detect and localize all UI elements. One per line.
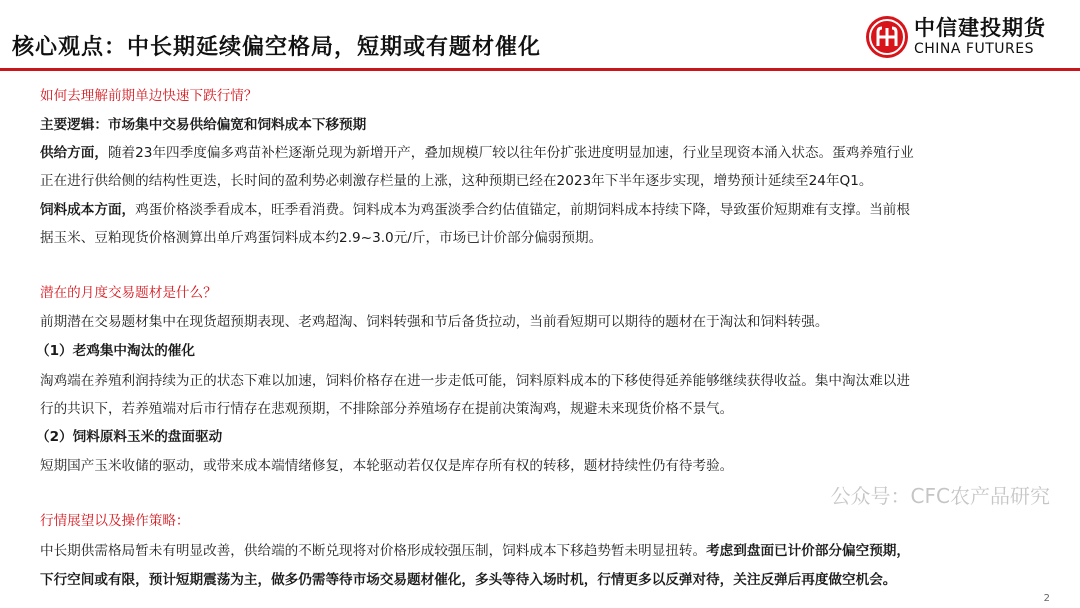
feed-lead: 饲料成本方面， (40, 202, 136, 218)
company-logo (866, 16, 1046, 58)
outlook-text-2: 下行空间或有限，预计短期震荡为主，做多仍需等待市场交易题材催化，多头等待入场时机，行情更多以反弹对待，关注反弹后再度做空机会。 (40, 572, 897, 588)
supply-paragraph (40, 144, 914, 162)
paragraph: 行的共识下，若养殖端对后市行情存在悲观预期，不排除部分养殖场存在提前决策淘鸡，规避未来现货价格不景气。 (40, 401, 734, 417)
header-divider (0, 68, 1080, 71)
outlook-paragraph (40, 542, 910, 560)
themes-intro: 前期潜在交易题材集中在现货超预期表现、老鸡超淘、饲料转强和节后备货拉动，当前看短期可以期待的题材在于淘汰和饲料转强。 (40, 314, 829, 330)
citic-logo-icon (866, 16, 908, 58)
feed-text: 鸡蛋价格淡季看成本，旺季看消费。饲料成本为鸡蛋淡季合约估值锚定，前期饲料成本持续下降，导致蛋价短期难有支撑。当前根 (135, 202, 910, 218)
page-title: 核心观点：中长期延续偏空格局，短期或有题材催化 (12, 35, 542, 60)
page-number: 2 (1043, 593, 1050, 604)
section-heading: 行情展望以及操作策略： (40, 513, 190, 529)
supply-lead: 供给方面， (40, 145, 108, 161)
outlook-text: 中长期供需格局暂未有明显改善，供给端的不断兑现将对价格形成较强压制，饲料成本下移趋势暂未明显扭转。 (40, 543, 707, 559)
paragraph: 短期国产玉米收储的驱动，或带来成本端情绪修复，本轮驱动若仅仅是库存所有权的转移，题材持续性仍有待考验。 (40, 458, 734, 474)
main-logic: 主要逻辑：市场集中交易供给偏宽和饲料成本下移预期 (40, 117, 367, 133)
outlook-emphasis: 考虑到盘面已计价部分偏空预期， (706, 543, 910, 559)
feed-text-2: 据玉米、豆粕现货价格测算出单斤鸡蛋饲料成本约2.9~3.0元/斤，市场已计价部分偏弱预期。 (40, 230, 603, 246)
paragraph: 淘鸡端在养殖利润持续为正的状态下难以加速，饲料价格存在进一步走低可能，饲料原料成本的下移使得延养能够继续获得收益。集中淘汰难以进 (40, 373, 910, 389)
logo-chinese-name: 中信建投期货 (914, 16, 1046, 40)
feed-paragraph (40, 201, 910, 219)
supply-text: 随着23年四季度偏多鸡苗补栏逐渐兑现为新增开产，叠加规模厂较以往年份扩张进度明显加速，行业呈现资本涌入状态。蛋鸡养殖行业 (107, 145, 914, 161)
logo-english-name: CHINA FUTURES (914, 41, 1034, 57)
section-heading: 潜在的月度交易题材是什么？ (40, 285, 217, 301)
subheading: （1）老鸡集中淘汰的催化 (36, 343, 195, 359)
section-heading: 如何去理解前期单边快速下跌行情？ (40, 88, 258, 104)
watermark: 公众号：CFC农产品研究 (830, 484, 1050, 508)
subheading: （2）饲料原料玉米的盘面驱动 (36, 429, 223, 445)
supply-text-2: 正在进行供给侧的结构性更迭，长时间的盈利势必刺激存栏量的上涨，这种预期已经在2023年下半年逐步实现，增势预计延续至24年Q1。 (40, 173, 873, 189)
